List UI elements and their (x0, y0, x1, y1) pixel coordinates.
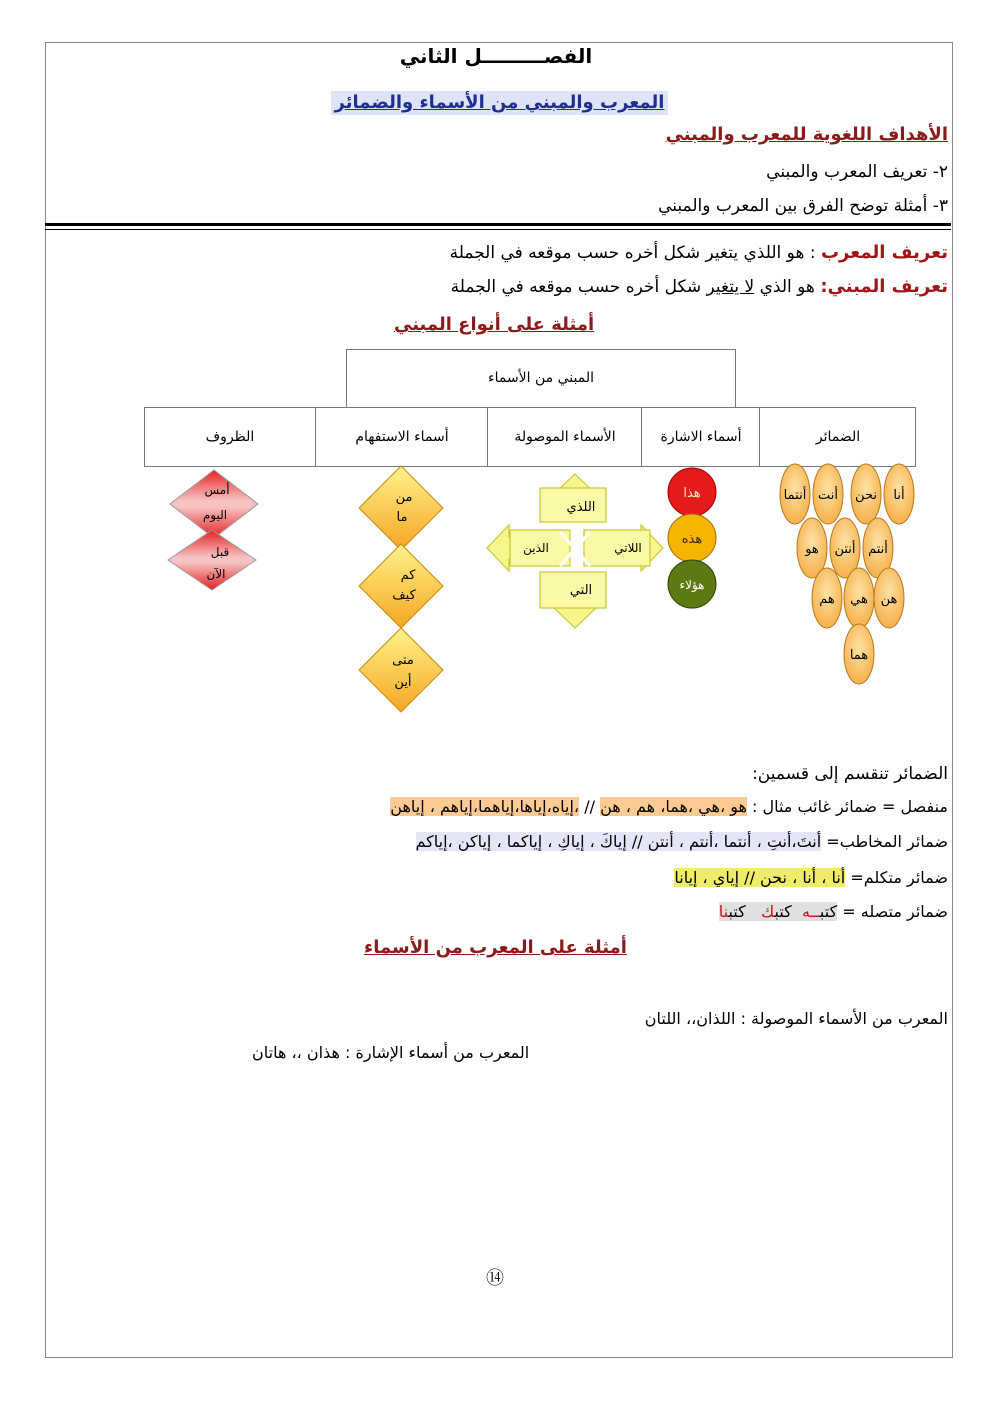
pronoun-hiya (844, 568, 874, 628)
svg-text:الآن: الآن (206, 567, 226, 581)
attached-word1-base: كتب (819, 902, 838, 921)
pronoun-ana (884, 464, 914, 524)
separate-examples-1: هو ،هي ،هما، هم ، هن (600, 797, 747, 816)
demonstrative-hathihi: هذه (681, 532, 703, 547)
pronoun-hum (812, 568, 842, 628)
adverb-diamonds (168, 470, 258, 590)
diamond-ams-alyawm (170, 470, 258, 538)
separate-sep: // (584, 797, 595, 816)
attached-examples (719, 902, 837, 921)
pronoun-text: أنتن (834, 542, 856, 557)
pronoun-anta (813, 464, 843, 524)
pronoun-text: نحن (855, 488, 877, 503)
diagram-root-label: المبني من الأسماء (488, 370, 594, 386)
relative-allathi: اللذي (566, 500, 596, 515)
pronoun-text: هو (805, 542, 819, 557)
goals-heading: الأهداف اللغوية للمعرب والمبني (665, 124, 948, 145)
pronoun-text: هم (819, 592, 835, 607)
mabni-text-2: شكل أخره حسب موقعه في الجملة (450, 277, 702, 297)
attached-word3-suffix: نا (718, 902, 729, 921)
diamond-man-ma (359, 466, 443, 550)
svg-text:متى: متى (392, 653, 414, 668)
svg-text:كم: كم (400, 568, 416, 583)
speaker-pronouns-line (674, 868, 948, 887)
addressee-examples: أنتَ،أنتِ ، أنتما ،أنتم ، أنتن // إياكَ ، إياكِ ، إياكما ، إياكن ،إياكم (415, 832, 822, 851)
attached-word1-suffix: ــه (801, 902, 820, 921)
pronoun-nahnu (851, 464, 881, 524)
diamond-qabl-alaan (168, 530, 256, 590)
murab-text: : هو اللذي يتغير شكل أخره حسب موقعه في الجملة (449, 243, 816, 263)
page-number: ⑭ (486, 1268, 504, 1289)
murab-examples-title: أمثلة على المعرب من الأسماء (364, 937, 627, 958)
category-interrogatives: أسماء الاستفهام (315, 408, 488, 466)
addressee-label: ضمائر المخاطب= (826, 832, 948, 851)
speaker-label: ضمائر متكلم= (850, 868, 948, 887)
attached-word3-base: كتب (728, 902, 746, 921)
relative-allati-pl: اللاتي (614, 541, 642, 555)
category-pronouns: الضمائر (759, 408, 916, 466)
svg-text:أمس: أمس (204, 483, 230, 497)
pronoun-text: هن (880, 592, 898, 607)
relative-allati: التي (569, 583, 593, 598)
pronoun-text: أنتما (783, 488, 807, 503)
pronoun-text: هي (850, 592, 868, 607)
mabni-label: تعريف المبني: (820, 276, 948, 297)
separate-label: منفصل = ضمائر غائب مثال : (751, 797, 948, 816)
svg-text:كيف: كيف (392, 588, 416, 603)
diamond-kam-kayf (359, 544, 443, 628)
relative-allatheena: الذين (523, 541, 549, 555)
demonstratives-traffic-light (668, 468, 716, 608)
svg-text:ما: ما (396, 510, 408, 525)
pronoun-antuma (780, 464, 810, 524)
svg-text:قبل: قبل (210, 545, 230, 559)
demonstrative-hatha: هذا (683, 486, 701, 501)
lesson-title: المعرب والمبني من الأسماء والضمائر (334, 92, 665, 113)
pronoun-cluster (780, 464, 914, 684)
mabni-examples-title: أمثلة على أنواع المبني (394, 314, 595, 335)
svg-text:اليوم: اليوم (202, 508, 228, 522)
category-adverbs: الظروف (205, 429, 255, 445)
pronoun-hunna (874, 568, 904, 628)
chapter-title: الفصـــــــــل الثاني (399, 44, 593, 68)
pronoun-types-intro: الضمائر تنقسم إلى قسمين: (752, 764, 948, 784)
demonstrative-haulai: هؤلاء (679, 578, 705, 592)
separate-pronouns-line (390, 797, 948, 816)
attached-label: ضمائر متصله = (842, 902, 948, 921)
murab-relative-line: المعرب من الأسماء الموصولة : اللذان،، اللتان (644, 1009, 948, 1028)
attached-word2-suffix: ك (761, 902, 775, 921)
goal-item-3: ٣- أمثلة توضح الفرق بين المعرب والمبني (658, 196, 948, 216)
speaker-examples: أنا ، أنا ، نحن // إياي ، إيانا (674, 868, 846, 887)
category-demonstratives: أسماء الاشارة (641, 408, 760, 466)
goal-item-2: ٢- تعريف المعرب والمبني (766, 162, 948, 182)
murab-demonstrative-line: المعرب من أسماء الإشارة : هذان ،، هاتان (252, 1043, 530, 1062)
svg-text:أين: أين (394, 675, 412, 690)
mabni-text-1: هو الذي (759, 277, 815, 297)
separate-examples-2: ،إياه،إياها،إياهما،إياهم ، إياهن (390, 797, 580, 816)
mabni-text-neg: لا يتغير (706, 277, 755, 297)
pronoun-text: أنتم (868, 542, 888, 557)
pronoun-text: أنا (893, 488, 905, 503)
diamond-mata-ayna (359, 628, 443, 712)
category-relatives: الأسماء الموصولة (487, 408, 642, 466)
interrogative-diamonds (359, 466, 443, 712)
pronoun-text: أنت (818, 488, 838, 503)
attached-pronouns-line (719, 902, 948, 921)
attached-word2-base: كتب (774, 902, 792, 921)
murab-label: تعريف المعرب (820, 242, 948, 263)
pronoun-huma (844, 624, 874, 684)
svg-text:من: من (395, 490, 413, 505)
pronoun-text: هما (849, 648, 869, 663)
addressee-pronouns-line (416, 832, 949, 851)
